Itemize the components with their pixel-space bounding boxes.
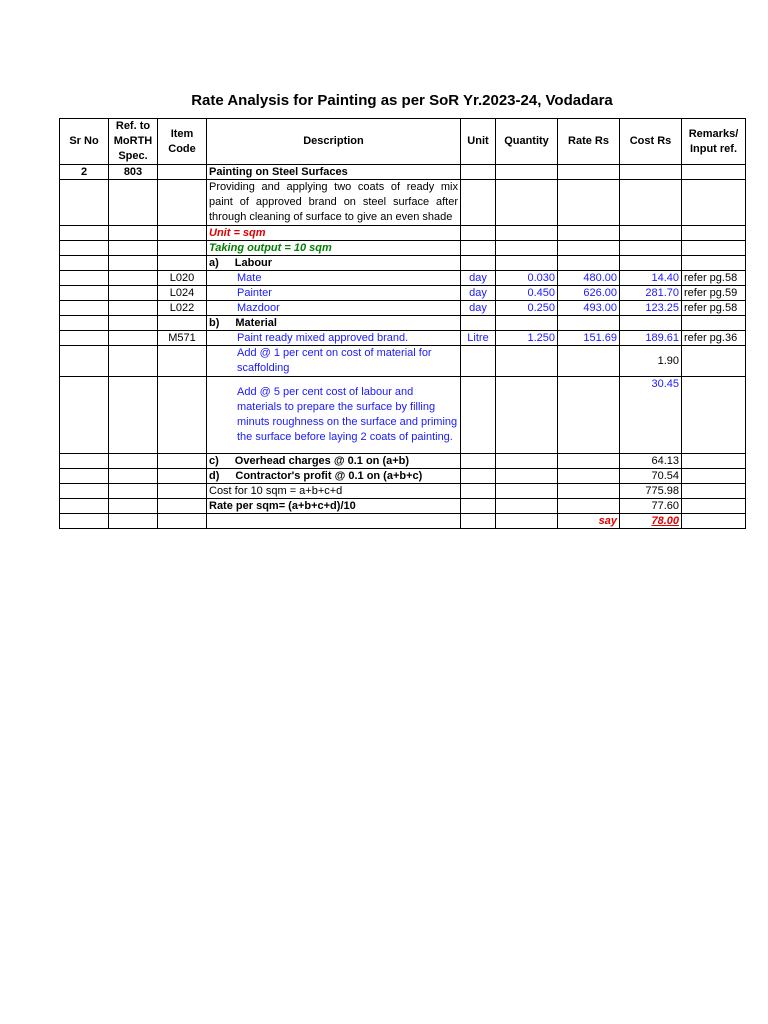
quantity-cell: 0.450 [496, 286, 558, 301]
cost-cell: 281.70 [620, 286, 682, 301]
table-row [60, 377, 746, 454]
overhead-letter: c) [209, 455, 219, 467]
table-row [60, 301, 746, 316]
item-code-cell: M571 [158, 331, 207, 346]
sr-no-cell: 2 [60, 165, 109, 180]
profit-label [207, 469, 461, 484]
cost-cell: 64.13 [620, 454, 682, 469]
cost-10-sqm-label: Cost for 10 sqm = a+b+c+d [207, 484, 461, 499]
table-row [60, 331, 746, 346]
header-row [60, 119, 746, 165]
table-row [60, 514, 746, 529]
header-sr-no: Sr No [60, 119, 109, 165]
table-row [60, 286, 746, 301]
unit-cell: day [461, 271, 496, 286]
cost-cell: 14.40 [620, 271, 682, 286]
table-row [60, 226, 746, 241]
remark-cell: refer pg.59 [682, 286, 746, 301]
overhead-text: Overhead charges @ 0.1 on (a+b) [234, 455, 410, 467]
labour-desc: Painter [207, 286, 461, 301]
material-heading [207, 316, 461, 331]
surface-prep-desc: Add @ 5 per cent cost of labour and materials to prepare the surface by filling minuts roughness on the surface and priming the surface before laying 2 coats of painting. [207, 377, 461, 454]
unit-cell: Litre [461, 331, 496, 346]
header-description: Description [207, 119, 461, 165]
rate-cell: 151.69 [558, 331, 620, 346]
cost-cell: 1.90 [620, 346, 682, 377]
page-title: Rate Analysis for Painting as per SoR Yr.2023-24, Vodadara [191, 92, 613, 109]
header-ref: Ref. to MoRTH Spec. [109, 119, 158, 165]
material-desc: Paint ready mixed approved brand. [207, 331, 461, 346]
table-row [60, 454, 746, 469]
rate-cell: 626.00 [558, 286, 620, 301]
scaffolding-desc: Add @ 1 per cent on cost of material for scaffolding [207, 346, 461, 377]
quantity-cell: 0.250 [496, 301, 558, 316]
labour-letter: a) [209, 257, 219, 269]
unit-cell: day [461, 286, 496, 301]
profit-text: Contractor's profit @ 0.1 on (a+b+c) [235, 470, 423, 482]
cost-cell: 189.61 [620, 331, 682, 346]
header-cost: Cost Rs [620, 119, 682, 165]
remark-cell: refer pg.58 [682, 271, 746, 286]
cost-cell: 70.54 [620, 469, 682, 484]
cost-cell: 77.60 [620, 499, 682, 514]
say-value [620, 514, 682, 529]
remark-cell: refer pg.58 [682, 301, 746, 316]
quantity-cell: 0.030 [496, 271, 558, 286]
table-row [60, 484, 746, 499]
header-item-code: Item Code [158, 119, 207, 165]
labour-label: Labour [234, 257, 273, 269]
table-row [60, 499, 746, 514]
table-row [60, 256, 746, 271]
rate-per-sqm-label: Rate per sqm= (a+b+c+d)/10 [207, 499, 461, 514]
cost-cell: 775.98 [620, 484, 682, 499]
output-line: Taking output = 10 sqm [207, 241, 461, 256]
ref-cell: 803 [109, 165, 158, 180]
overhead-label [207, 454, 461, 469]
cost-cell: 123.25 [620, 301, 682, 316]
item-specification: Providing and applying two coats of ready mix paint of approved brand on steel surface after through cleaning of surface to give an even shade [207, 180, 461, 226]
labour-desc: Mazdoor [207, 301, 461, 316]
table-row [60, 316, 746, 331]
item-heading: Painting on Steel Surfaces [207, 165, 461, 180]
table-row [60, 271, 746, 286]
unit-line: Unit = sqm [207, 226, 461, 241]
labour-heading [207, 256, 461, 271]
cost-cell: 30.45 [620, 377, 682, 454]
unit-cell: day [461, 301, 496, 316]
table-row [60, 180, 746, 226]
quantity-cell: 1.250 [496, 331, 558, 346]
say-value-text: 78.00 [651, 515, 679, 527]
rate-analysis-table [59, 118, 746, 529]
remark-cell: refer pg.36 [682, 331, 746, 346]
rate-cell: 480.00 [558, 271, 620, 286]
table-row [60, 165, 746, 180]
material-letter: b) [209, 317, 220, 329]
header-rate: Rate Rs [558, 119, 620, 165]
labour-desc: Mate [207, 271, 461, 286]
header-remarks: Remarks/ Input ref. [682, 119, 746, 165]
item-code-cell: L022 [158, 301, 207, 316]
header-quantity: Quantity [496, 119, 558, 165]
table-row [60, 241, 746, 256]
profit-letter: d) [209, 470, 220, 482]
say-label: say [558, 514, 620, 529]
table-row [60, 469, 746, 484]
material-label: Material [235, 317, 277, 329]
table-row [60, 346, 746, 377]
item-code-cell: L024 [158, 286, 207, 301]
item-code-cell: L020 [158, 271, 207, 286]
rate-cell: 493.00 [558, 301, 620, 316]
header-unit: Unit [461, 119, 496, 165]
